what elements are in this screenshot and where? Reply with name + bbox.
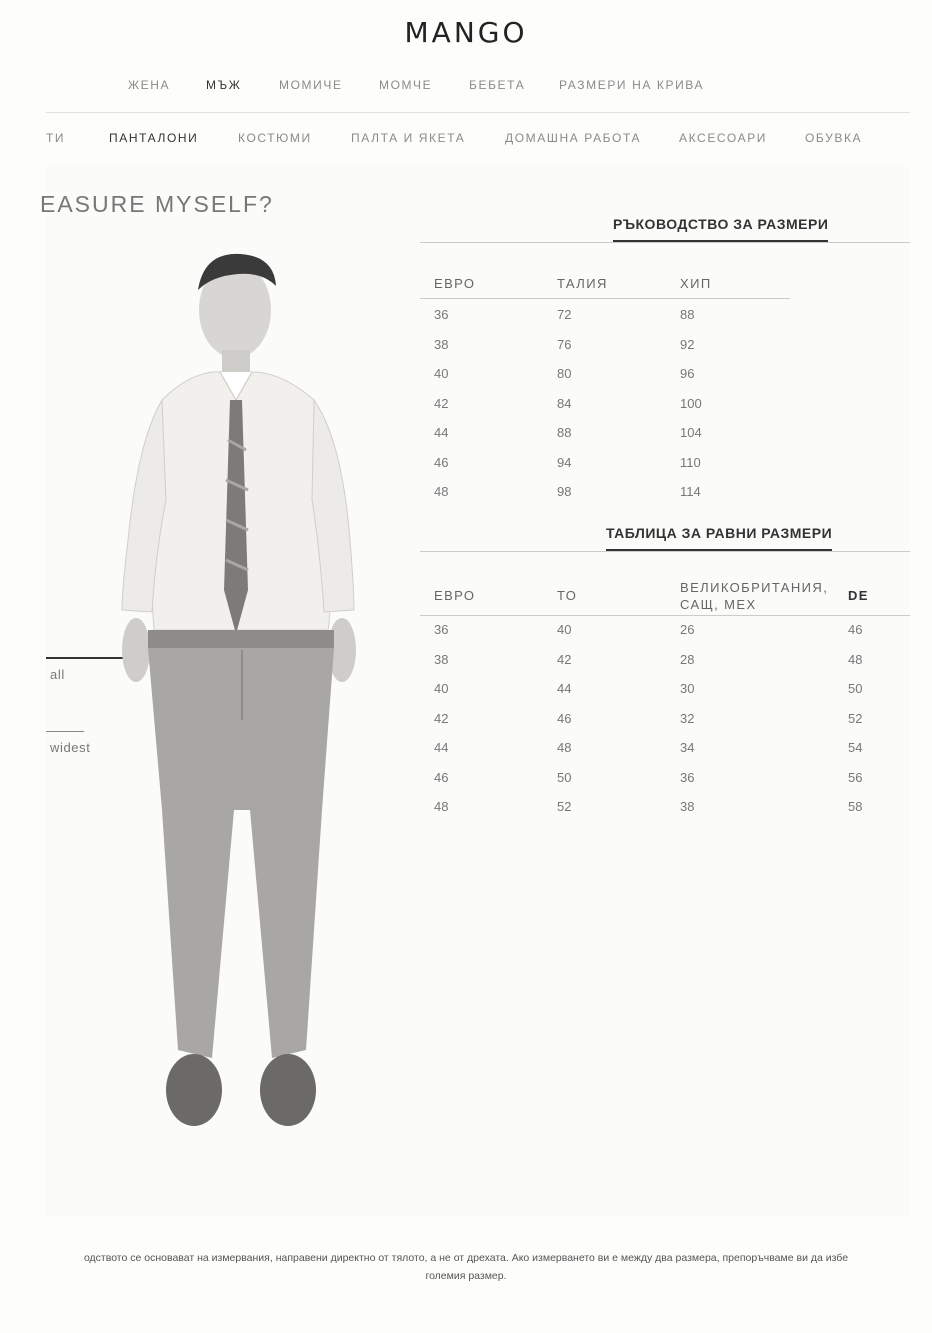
equiv-header-uk-1: ВЕЛИКОБРИТАНИЯ, <box>680 580 829 595</box>
equiv-header-eu: ЕВРО <box>434 588 476 603</box>
size-guide-cell: 42 <box>434 395 449 411</box>
category-item-trousers[interactable]: ПАНТАЛОНИ <box>109 131 199 145</box>
size-guide-cell: 84 <box>557 395 572 411</box>
equiv-header-uk-2: САЩ, МЕХ <box>680 597 757 612</box>
equiv-cell: 58 <box>848 799 863 814</box>
size-guide-cell: 88 <box>680 307 695 322</box>
equiv-cell: 42 <box>557 651 572 667</box>
measure-label-hip: widest <box>50 740 91 755</box>
size-guide-header-eu: ЕВРО <box>434 276 476 291</box>
top-nav <box>0 78 932 98</box>
equiv-cell: 40 <box>557 622 572 637</box>
equiv-cell: 32 <box>680 710 695 726</box>
size-guide-cell: 38 <box>434 336 449 352</box>
size-guide-rule <box>420 242 910 243</box>
equiv-cell: 34 <box>680 740 695 755</box>
equiv-cell: 30 <box>680 681 695 696</box>
equiv-cell: 46 <box>557 710 572 726</box>
size-guide-header-waist: ТАЛИЯ <box>557 276 608 291</box>
equiv-cell: 36 <box>680 769 695 785</box>
size-footnote <box>0 1249 932 1285</box>
size-guide-cell: 110 <box>680 454 701 470</box>
equiv-cell: 36 <box>434 622 449 637</box>
equiv-cell: 28 <box>680 651 695 667</box>
equiv-cell: 46 <box>434 769 449 785</box>
size-guide-cell: 36 <box>434 307 449 322</box>
brand-logo[interactable]: MANGO <box>404 16 528 49</box>
equiv-cell: 38 <box>680 799 695 814</box>
equiv-header-de: DE <box>848 588 869 603</box>
size-guide-cell: 104 <box>680 425 702 440</box>
equiv-cell: 26 <box>680 622 695 637</box>
equiv-table-title: ТАБЛИЦА ЗА РАВНИ РАЗМЕРИ <box>606 525 832 551</box>
equiv-cell: 38 <box>434 651 449 667</box>
equiv-cell: 44 <box>557 681 572 696</box>
nav-item-girls[interactable]: МОМИЧЕ <box>279 78 343 92</box>
nav-item-babies[interactable]: БЕБЕТА <box>469 78 526 92</box>
equiv-header-line <box>420 615 910 616</box>
category-item-partial[interactable]: ТИ <box>46 131 66 145</box>
size-guide-title: РЪКОВОДСТВО ЗА РАЗМЕРИ <box>613 216 828 242</box>
equiv-cell: 48 <box>848 651 863 667</box>
size-guide-cell: 44 <box>434 425 449 440</box>
category-item-homewear[interactable]: ДОМАШНА РАБОТА <box>505 131 642 145</box>
equiv-cell: 40 <box>434 681 449 696</box>
category-item-shoes[interactable]: ОБУВКА <box>805 131 863 145</box>
size-guide-header-hip: ХИП <box>680 276 712 291</box>
size-guide-cell: 72 <box>557 307 572 322</box>
nav-item-women[interactable]: ЖЕНА <box>128 78 171 92</box>
nav-divider <box>46 112 910 113</box>
size-guide-cell: 76 <box>557 336 572 352</box>
equiv-cell: 52 <box>557 799 572 814</box>
equiv-cell: 52 <box>848 710 863 726</box>
equiv-cell: 46 <box>848 622 863 637</box>
nav-item-curve[interactable]: РАЗМЕРИ НА КРИВА <box>559 78 705 92</box>
category-item-coats-jackets[interactable]: ПАЛТА И ЯКЕТА <box>351 131 466 145</box>
equiv-cell: 50 <box>557 769 572 785</box>
size-guide-cell: 80 <box>557 366 572 381</box>
equiv-cell: 50 <box>848 681 863 696</box>
size-footnote-line-1: одството се основават на измервания, направени директно от тялото, а не от дрехата. Ако измерването ви е между два размера, препоръчваме ви да избе <box>83 1252 849 1264</box>
equiv-cell: 48 <box>434 799 449 814</box>
size-guide-cell: 94 <box>557 454 572 470</box>
measure-label-waist: all <box>50 667 65 682</box>
size-guide-cell: 40 <box>434 366 449 381</box>
equiv-header-it: ТО <box>557 588 578 603</box>
equiv-cell: 48 <box>557 740 572 755</box>
category-item-accessories[interactable]: АКСЕСОАРИ <box>679 131 768 145</box>
category-item-suits[interactable]: КОСТЮМИ <box>238 131 312 145</box>
size-guide-cell: 98 <box>557 484 572 499</box>
equiv-cell: 54 <box>848 740 863 755</box>
size-guide-cell: 92 <box>680 336 695 352</box>
category-nav <box>0 131 932 151</box>
size-guide-cell: 48 <box>434 484 449 499</box>
equiv-cell: 44 <box>434 740 449 755</box>
size-guide-cell: 114 <box>680 484 701 499</box>
size-guide-cell: 100 <box>680 395 702 411</box>
size-guide-cell: 46 <box>434 454 449 470</box>
model-photo <box>92 250 402 1150</box>
equiv-cell: 56 <box>848 769 863 785</box>
size-footnote-line-2: големия размер. <box>425 1270 507 1282</box>
equiv-table-rule <box>420 551 910 552</box>
nav-item-boys[interactable]: МОМЧЕ <box>379 78 433 92</box>
size-guide-header-line <box>420 298 790 299</box>
size-guide-cell: 88 <box>557 425 572 440</box>
nav-item-men[interactable]: МЪЖ <box>206 78 242 92</box>
equiv-cell: 42 <box>434 710 449 726</box>
measure-heading: EASURE MYSELF? <box>40 191 274 217</box>
size-guide-cell: 96 <box>680 366 695 381</box>
measure-line-hip <box>46 731 84 732</box>
